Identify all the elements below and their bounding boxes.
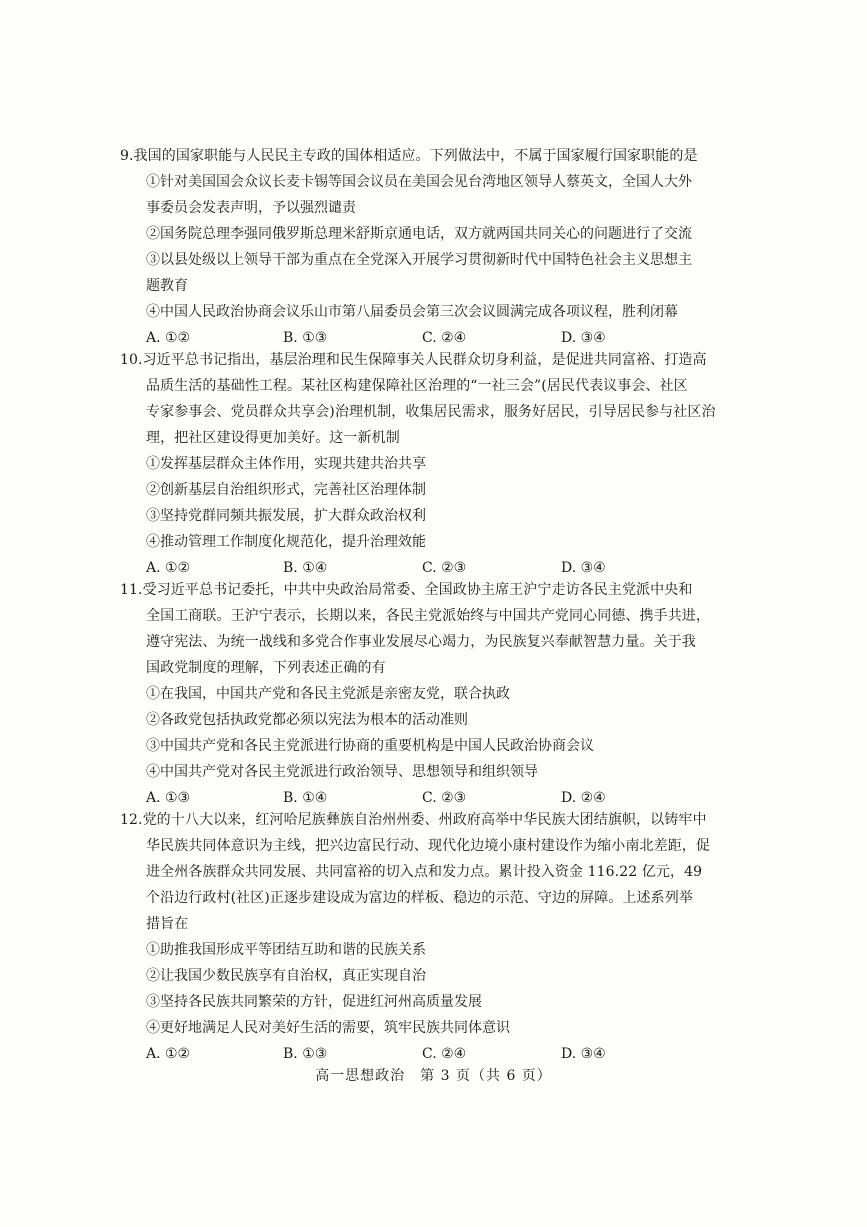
option-line: 事委员会发表声明，予以强烈谴责 (146, 200, 356, 216)
question-stem-line: 进全州各族群众共同发展、共同富裕的切入点和发力点。累计投入资金 116.22 亿元，49 (146, 864, 703, 880)
option-line: ④推动管理工作制度化规范化，提升治理效能 (146, 534, 426, 550)
option-line: ②创新基层自治组织形式，完善社区治理体制 (146, 482, 426, 498)
answer-c: C. ②③ (422, 560, 467, 576)
question-stem-line: 国政党制度的理解，下列表述正确的有 (146, 660, 386, 676)
question-stem-line: 10.习近平总书记指出，基层治理和民生保障事关人民群众切身利益，是促进共同富裕、打造高 (120, 352, 707, 368)
answer-d: D. ②④ (561, 790, 606, 806)
option-line: ④更好地满足人民对美好生活的需要，筑牢民族共同体意识 (146, 1020, 510, 1036)
question-10 (120, 347, 740, 581)
answer-c: C. ②④ (422, 330, 467, 346)
question-11 (120, 577, 740, 811)
option-line: ④中国共产党对各民主党派进行政治领导、思想领导和组织领导 (146, 764, 538, 780)
question-12 (120, 807, 740, 1067)
question-9 (120, 143, 740, 351)
option-line: ①在我国，中国共产党和各民主党派是亲密友党，联合执政 (146, 686, 510, 702)
question-stem-line: 12.党的十八大以来，红河哈尼族彝族自治州州委、州政府高举中华民族大团结旗帜，以铸牢中 (120, 812, 707, 828)
option-line: ③坚持各民族共同繁荣的方针，促进红河州高质量发展 (146, 994, 482, 1010)
answer-a: A. ①② (146, 330, 191, 346)
answer-choices (128, 1041, 740, 1067)
question-stem-line: 9.我国的国家职能与人民民主专政的国体相适应。下列做法中，不属于国家履行国家职能的是 (120, 148, 698, 164)
question-stem-line: 11.受习近平总书记委托，中共中央政治局常委、全国政协主席王沪宁走访各民主党派中央和 (120, 582, 693, 598)
question-stem-line: 全国工商联。王沪宁表示，长期以来，各民主党派始终与中国共产党同心同德、携手共进， (146, 608, 710, 624)
option-line: ①助推我国形成平等团结互助和谐的民族关系 (146, 942, 426, 958)
answer-d: D. ③④ (561, 1046, 606, 1062)
option-line: 题教育 (146, 278, 188, 294)
page-footer: 高一思想政治 第 3 页（共 6 页） (315, 1068, 552, 1084)
answer-b: B. ①③ (283, 1046, 328, 1062)
option-line: ②国务院总理李强同俄罗斯总理米舒斯京通电话，双方就两国共同关心的问题进行了交流 (146, 226, 692, 242)
answer-d: D. ③④ (561, 330, 606, 346)
question-stem-line: 理，把社区建设得更加美好。这一新机制 (146, 430, 400, 446)
answer-a: A. ①② (146, 1046, 191, 1062)
option-line: ③以县处级以上领导干部为重点在全党深入开展学习贯彻新时代中国特色社会主义思想主 (146, 252, 692, 268)
question-stem-line: 专家参事会、党员群众共享会)治理机制，收集居民需求，服务好居民，引导居民参与社区治 (146, 404, 716, 420)
option-line: ④中国人民政治协商会议乐山市第八届委员会第三次会议圆满完成各项议程，胜利闭幕 (146, 304, 678, 320)
answer-c: C. ②③ (422, 790, 467, 806)
answer-a: A. ①③ (146, 790, 191, 806)
option-line: ①针对美国国会众议长麦卡锡等国会议员在美国会见台湾地区领导人蔡英文，全国人大外 (146, 174, 692, 190)
question-stem-line: 品质生活的基础性工程。某社区构建保障社区治理的“一社三会”(居民代表议事会、社区 (146, 378, 688, 394)
question-stem-line: 个沿边行政村(社区)正逐步建设成为富边的样板、稳边的示范、守边的屏障。上述系列举 (146, 890, 693, 906)
option-line: ①发挥基层群众主体作用，实现共建共治共享 (146, 456, 426, 472)
option-line: ②各政党包括执政党都必须以宪法为根本的活动准则 (146, 712, 468, 728)
option-line: ②让我国少数民族享有自治权，真正实现自治 (146, 968, 426, 984)
answer-b: B. ①③ (283, 330, 328, 346)
question-stem-line: 遵守宪法、为统一战线和多党合作事业发展尽心竭力，为民族复兴奉献智慧力量。关于我 (146, 634, 696, 650)
question-stem-line: 华民族共同体意识为主线，把兴边富民行动、现代化边境小康村建设作为缩小南北差距，促 (146, 838, 710, 854)
option-line: ③中国共产党和各民主党派进行协商的重要机构是中国人民政治协商会议 (146, 738, 594, 754)
answer-c: C. ②④ (422, 1046, 467, 1062)
answer-b: B. ①④ (283, 790, 328, 806)
question-stem-line: 措旨在 (146, 916, 189, 932)
answer-b: B. ①④ (283, 560, 328, 576)
option-line: ③坚持党群同频共振发展，扩大群众政治权利 (146, 508, 426, 524)
answer-d: D. ③④ (561, 560, 606, 576)
answer-a: A. ①② (146, 560, 191, 576)
